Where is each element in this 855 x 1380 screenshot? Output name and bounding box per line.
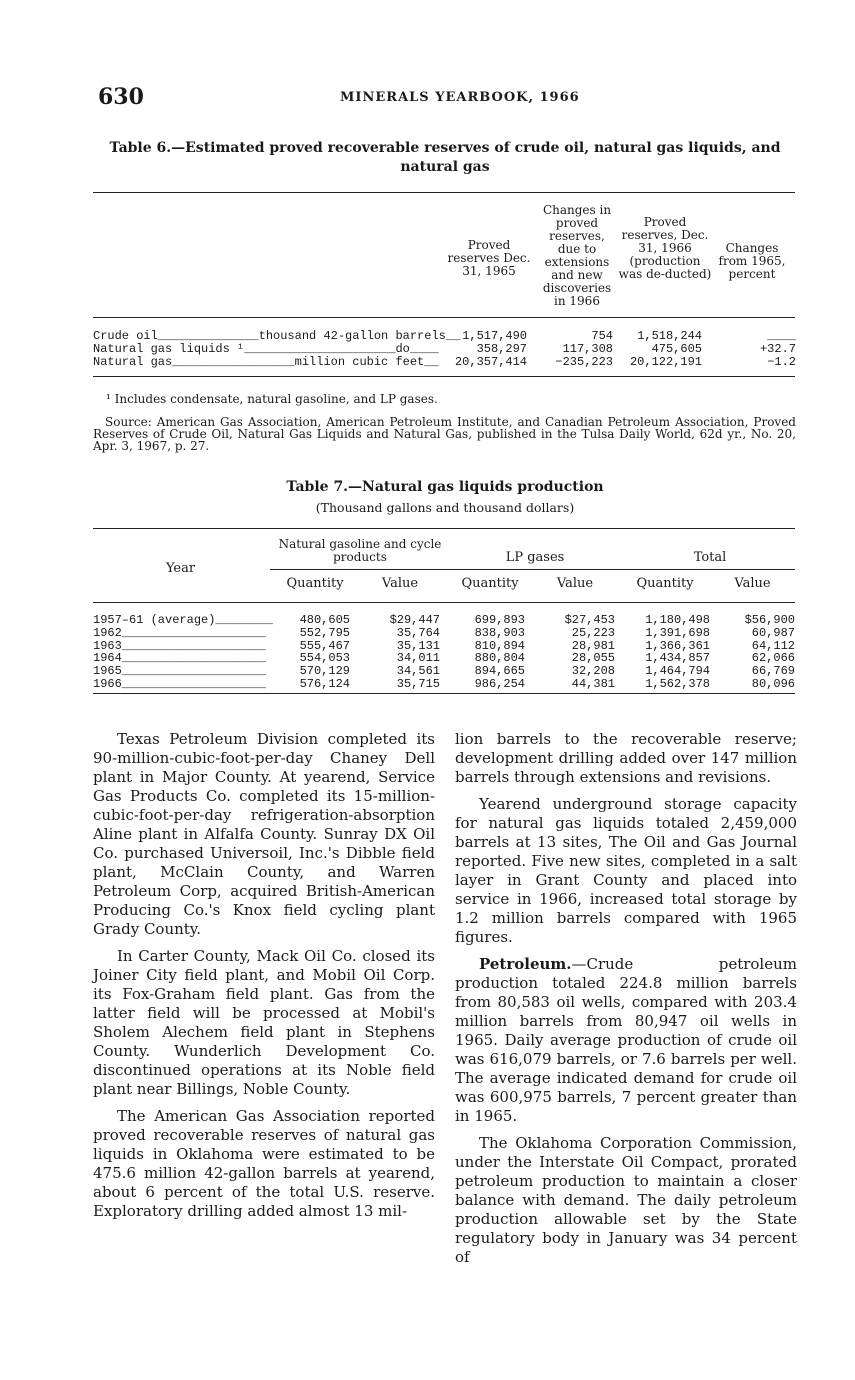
table7-cell: 64,112 [751, 638, 795, 653]
table6-source: Source: American Gas Association, American Petroleum Institute, and Canadian Petroleum Association, Proved Reserves of Crude Oil, Natural Gas Liquids and Natural Gas, published in the Tulsa Daily World, 62d yr., No. 20, Apr. 3, 1967, p. 27. [93, 415, 796, 453]
table7-sub-header: Value [734, 576, 771, 591]
table7-cell: 880,804 [474, 651, 525, 666]
table6-col-header-4: Changes from 1965, percent [718, 241, 786, 281]
table7-year-header: Year [165, 561, 196, 576]
table6-col-header-1: Proved reserves Dec. 31, 1965 [447, 238, 531, 278]
table7-year-cell: 1965____________________ [93, 664, 266, 679]
table7-cell: 838,903 [474, 625, 525, 640]
table7-top-rule [93, 528, 795, 529]
table7-cell: 35,715 [396, 677, 440, 691]
table7-cell: 35,131 [396, 638, 440, 653]
table7-cell: 66,769 [751, 664, 795, 679]
running-title: MINERALS YEARBOOK, 1966 [340, 90, 580, 105]
table7-bottom-rule [93, 693, 795, 694]
table7-cell: 555,467 [299, 638, 350, 653]
paragraph: The American Gas Association reported proved recoverable reserves of natural gas liquids in Oklahoma were estimated to be 475.6 million 42-gallon barrels at yearend, about 6 percent of the total U.S. reserve. Exploratory drilling added almost 13 mil- [93, 1107, 435, 1220]
table7-cell: 62,066 [751, 651, 795, 666]
table7-cell: 44,381 [571, 677, 615, 691]
table6-cell: 1,517,490 [462, 329, 527, 343]
table7-cell: 1,180,498 [645, 613, 710, 627]
table7-cell: 552,795 [299, 625, 350, 640]
table6-row-label: Crude oil______________thousand 42-gallon barrels__ [93, 329, 461, 343]
table7-cell: 25,223 [571, 625, 615, 640]
table7-cell: 60,987 [751, 625, 795, 640]
table7-cell: $29,447 [389, 613, 440, 627]
table7-cell: 1,391,698 [645, 625, 710, 640]
table7-sub-header: Quantity [461, 576, 519, 591]
table6-caption-line2: natural gas [400, 159, 490, 175]
table7-caption: Table 7.—Natural gas liquids production [286, 479, 604, 495]
paragraph: Texas Petroleum Division completed its 90-million-cubic-foot-per-day Chaney Dell plant in Major County. At yearend, Service Gas Products Co. completed its 15-million-cubic-foot-per-day refrigeration-absorption Aline plant in Alfalfa County. Sunray DX Oil Co. purchased Universoil, Inc.'s Dibble field plant, McClain County, and Warren Petroleum Corp, acquired British-American Producing Co.'s Knox field cycling plant Grady County. [93, 730, 435, 938]
table6-row-label: Natural gas liquids ¹_____________________do____ [93, 342, 439, 356]
table7-cell: 1,562,378 [645, 677, 710, 691]
table6-cell: 117,308 [562, 342, 613, 356]
table6-caption-line1: Table 6.—Estimated proved recoverable reserves of crude oil, natural gas liquids, and [109, 140, 781, 156]
table6-cell: 754 [591, 329, 613, 343]
table6-cell: 475,605 [651, 342, 702, 356]
table7-year-cell: 1962____________________ [93, 625, 266, 640]
table7-cell: 32,208 [571, 664, 615, 679]
table7-cell: 28,981 [571, 638, 615, 653]
table7-group-header-1: Natural gasoline and cycle products [278, 537, 442, 564]
table6-cell: ____ [767, 329, 796, 343]
table6-cell: 20,122,191 [629, 355, 702, 369]
table7-group-header-2: LP gases [505, 550, 565, 565]
table7-sub-header: Value [381, 576, 419, 591]
table7-cell: 28,055 [571, 651, 615, 666]
paragraph: The Oklahoma Corporation Commission, under the Interstate Oil Compact, prorated petroleum production to maintain a closer balance with demand. The daily petroleum production allowable set by the State regulatory body in January was 34 percent of [455, 1134, 797, 1266]
table6-cell: +32.7 [759, 342, 796, 356]
table7-cell: 699,893 [474, 613, 525, 627]
table7-cell: 1,464,794 [645, 664, 710, 679]
table6-cell: 358,297 [476, 342, 527, 356]
table7-year-cell: 1964____________________ [93, 651, 266, 666]
table6-header-rule [93, 317, 795, 318]
paragraph: lion barrels to the recoverable reserve; development drilling added over 147 million barrels through extensions and revisions. [455, 730, 797, 786]
table7-cell: 480,605 [299, 613, 350, 627]
table7-group-header-3: Total [693, 550, 727, 565]
table7-sub-header: Quantity [286, 576, 344, 591]
table7-year-cell: 1966____________________ [93, 677, 266, 691]
table6-cell: −1.2 [767, 355, 796, 369]
body-right-column [455, 730, 797, 1275]
table7-year-cell: 1957–61 (average)________ [93, 613, 274, 627]
table7-cell: 810,894 [474, 638, 525, 653]
table6-top-rule [93, 192, 795, 193]
section-heading: Petroleum. [479, 955, 572, 973]
paragraph-text: —Crude petroleum production totaled 224.8 million barrels from 80,583 oil wells, compared with 203.4 million barrels from 80,947 oil wells in 1965. Daily average production of crude oil was 616,079 barrels, or 7.6 barrels per well. The average indicated demand for crude oil was 600,975 barrels, 7 percent greater than in 1965. [455, 955, 797, 1125]
table7-subcaption: (Thousand gallons and thousand dollars) [315, 500, 575, 515]
table7-cell: 34,561 [396, 664, 440, 679]
table6-footnote: ¹ Includes condensate, natural gasoline, and LP gases. [106, 392, 438, 406]
table6-col-header-3: Proved reserves, Dec. 31, 1966 (production was de-ducted) [618, 215, 712, 281]
table7-cell: $56,900 [744, 613, 795, 627]
table7-header-rule [93, 602, 795, 603]
table6-row-label: Natural gas_________________million cubic feet__ [93, 355, 439, 369]
table6-cell: 1,518,244 [637, 329, 702, 343]
table7-cell: 570,129 [299, 664, 350, 679]
table6-col-header-2: Changes in proved reserves, due to extensions and new discoveries in 1966 [542, 203, 612, 308]
page-number: 630 [98, 84, 144, 110]
table7-cell: 35,764 [396, 625, 440, 640]
paragraph: Yearend underground storage capacity for natural gas liquids totaled 2,459,000 barrels at 13 sites, The Oil and Gas Journal reported. Five new sites, completed in a salt layer in Grant County and placed into service in 1966, increased total storage by 1.2 million barrels compared with 1965 figures. [455, 795, 797, 946]
table7-cell: 554,053 [299, 651, 350, 666]
table7-year-cell: 1963____________________ [93, 638, 266, 653]
table7-sub-header: Quantity [636, 576, 694, 591]
table7-sub-header: Value [556, 576, 594, 591]
table6-bottom-rule [93, 376, 795, 377]
table7-cell: 1,366,361 [645, 638, 710, 653]
table7-cell: 34,011 [396, 651, 440, 666]
table7-cell: 986,254 [474, 677, 525, 691]
paragraph [455, 955, 797, 1126]
table7-cell: 80,096 [751, 677, 795, 691]
table6-cell: −235,223 [555, 355, 613, 369]
body-left-column [93, 730, 435, 1229]
table7-cell: 1,434,857 [645, 651, 710, 666]
table7-cell: 576,124 [299, 677, 350, 691]
table6-cell: 20,357,414 [454, 355, 527, 369]
table7-group-rule [270, 569, 795, 570]
table7-cell: 894,665 [474, 664, 525, 679]
paragraph: In Carter County, Mack Oil Co. closed its Joiner City field plant, and Mobil Oil Corp. its Fox-Graham field plant. Gas from the latter field will be processed at Mobil's Sholem Alechem field plant in Stephens County. Wunderlich Development Co. discontinued operations at its Noble field plant near Billings, Noble County. [93, 947, 435, 1098]
table7-cell: $27,453 [564, 613, 615, 627]
